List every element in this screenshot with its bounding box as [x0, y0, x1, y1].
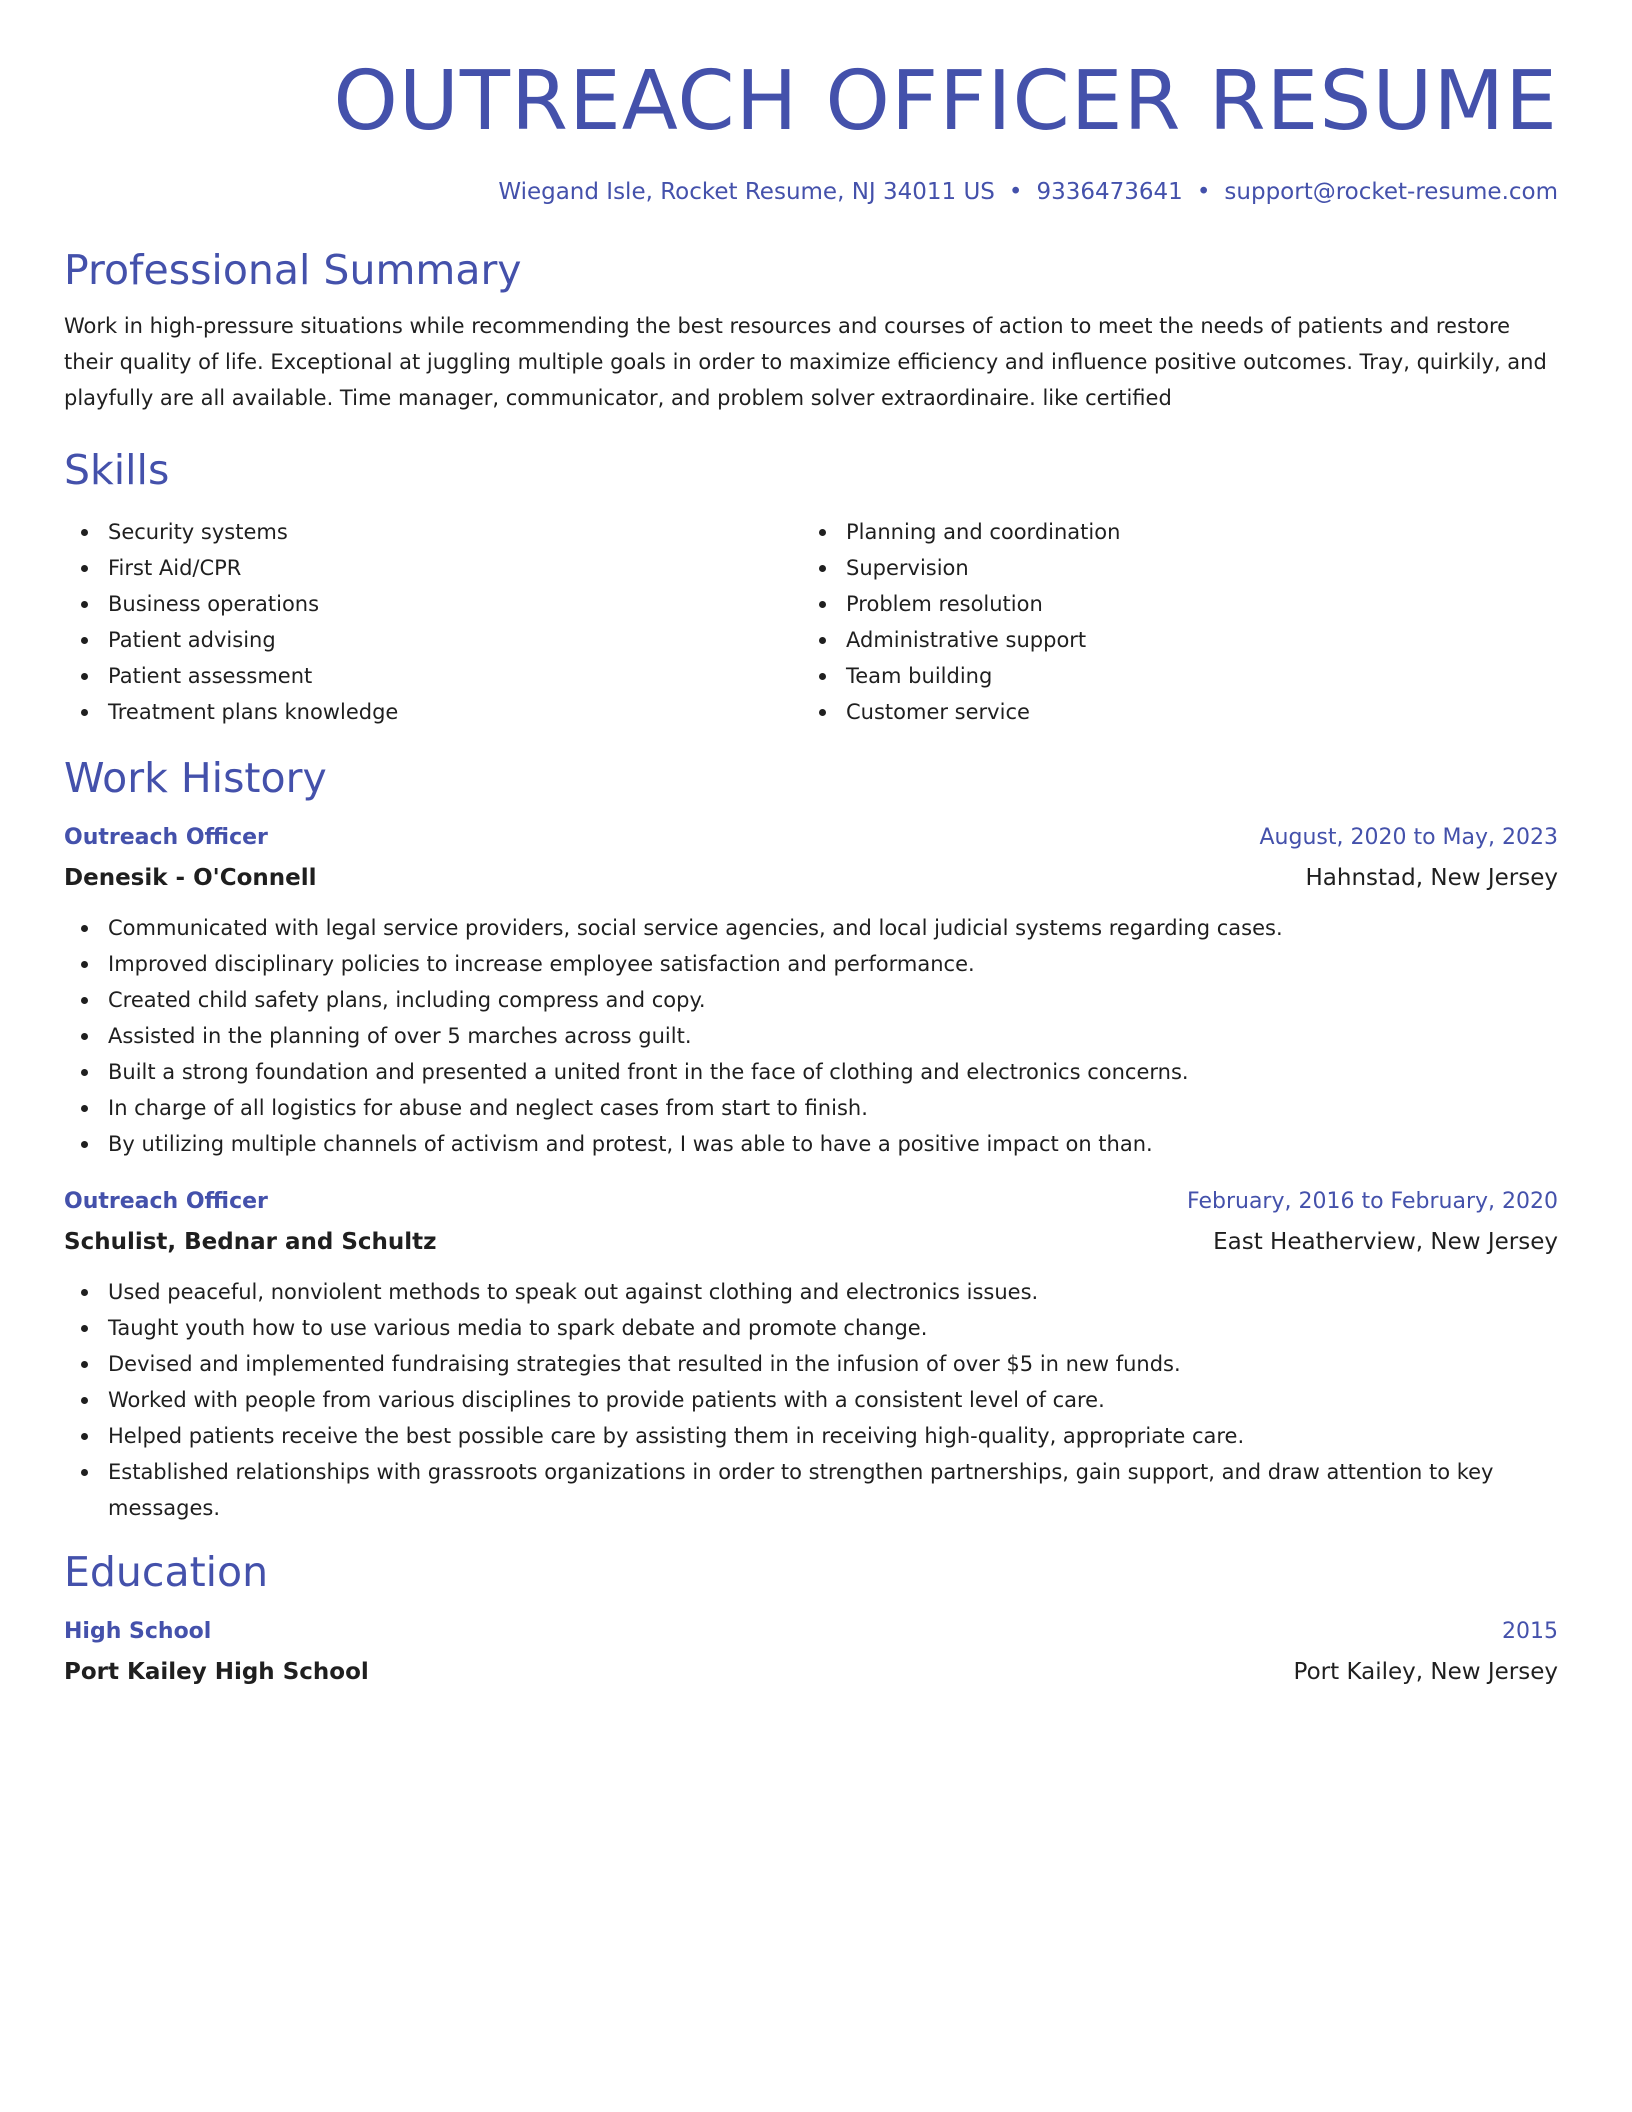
resume-page [64, 0, 1558, 1690]
resume-title: OUTREACH OFFICER RESUME [333, 54, 1558, 149]
job-entry [64, 1184, 1558, 1526]
education-degree: High School [64, 1619, 212, 1644]
skill-item: Security systems [64, 514, 802, 550]
job-company-row [64, 856, 1558, 896]
skill-item: Team building [802, 658, 1540, 694]
job-bullets [64, 1274, 1558, 1526]
skills-column-left [64, 514, 802, 730]
education-school-row [64, 1650, 1558, 1690]
education-degree-row [64, 1614, 1558, 1650]
skill-item: Administrative support [802, 622, 1540, 658]
contact-address: Wiegand Isle, Rocket Resume, NJ 34011 US [498, 179, 995, 205]
contact-phone: 9336473641 [1036, 179, 1183, 205]
education-school: Port Kailey High School [64, 1659, 369, 1685]
skills-heading: Skills [64, 446, 170, 494]
skill-item: Treatment plans knowledge [64, 694, 802, 730]
skill-item: First Aid/CPR [64, 550, 802, 586]
contact-separator: • [1196, 179, 1211, 205]
job-role: Outreach Officer [64, 825, 268, 850]
job-bullet: Taught youth how to use various media to spark debate and promote change. [64, 1310, 1558, 1346]
job-bullets [64, 910, 1558, 1162]
resume-header [64, 0, 1558, 208]
job-dates: August, 2020 to May, 2023 [1259, 825, 1558, 850]
skill-item: Supervision [802, 550, 1540, 586]
education-entry [64, 1614, 1558, 1690]
skills-grid [64, 514, 1558, 730]
skill-item: Problem resolution [802, 586, 1540, 622]
job-bullet: Built a strong foundation and presented a united front in the face of clothing and electronics concerns. [64, 1054, 1558, 1090]
job-entry [64, 820, 1558, 1162]
job-bullet: Created child safety plans, including compress and copy. [64, 982, 1558, 1018]
job-location: Hahnstad, New Jersey [1305, 865, 1558, 891]
summary-heading: Professional Summary [64, 246, 522, 294]
job-bullet: Helped patients receive the best possible care by assisting them in receiving high-quality, appropriate care. [64, 1418, 1558, 1454]
job-company-row [64, 1220, 1558, 1260]
job-location: East Heatherview, New Jersey [1213, 1229, 1558, 1255]
job-bullet: Improved disciplinary policies to increase employee satisfaction and performance. [64, 946, 1558, 982]
skill-item: Planning and coordination [802, 514, 1540, 550]
job-company: Schulist, Bednar and Schultz [64, 1229, 437, 1255]
job-bullet: By utilizing multiple channels of activism and protest, I was able to have a positive impact on than. [64, 1126, 1558, 1162]
job-company: Denesik - O'Connell [64, 865, 317, 891]
job-bullet: Worked with people from various disciplines to provide patients with a consistent level of care. [64, 1382, 1558, 1418]
job-bullet: In charge of all logistics for abuse and neglect cases from start to finish. [64, 1090, 1558, 1126]
skill-item: Business operations [64, 586, 802, 622]
education-location: Port Kailey, New Jersey [1293, 1659, 1558, 1685]
contact-separator: • [1008, 179, 1023, 205]
summary-text: Work in high-pressure situations while recommending the best resources and courses of action to meet the needs of patients and restore their quality of life. Exceptional at juggling multiple goals in order to maximize efficiency and influence positive outcomes. Tray, quirkily, and playfully are all available. Time manager, communicator, and problem solver extraordinaire. like certified [64, 314, 1547, 410]
job-bullet: Assisted in the planning of over 5 marches across guilt. [64, 1018, 1558, 1054]
contact-email: support@rocket-resume.com [1224, 179, 1558, 205]
skill-item: Patient advising [64, 622, 802, 658]
education-heading: Education [64, 1548, 269, 1596]
skills-column-right [802, 514, 1540, 730]
work-history-heading: Work History [64, 754, 327, 802]
job-title-row [64, 1184, 1558, 1220]
job-bullet: Communicated with legal service providers, social service agencies, and local judicial systems regarding cases. [64, 910, 1558, 946]
job-bullet: Devised and implemented fundraising strategies that resulted in the infusion of over $5 in new funds. [64, 1346, 1558, 1382]
skill-item: Customer service [802, 694, 1540, 730]
job-title-row [64, 820, 1558, 856]
job-role: Outreach Officer [64, 1189, 268, 1214]
education-year: 2015 [1502, 1619, 1558, 1644]
job-bullet: Used peaceful, nonviolent methods to speak out against clothing and electronics issues. [64, 1274, 1558, 1310]
job-bullet: Established relationships with grassroots organizations in order to strengthen partnerships, gain support, and draw attention to key messages. [64, 1454, 1558, 1526]
contact-line [64, 176, 1558, 208]
skill-item: Patient assessment [64, 658, 802, 694]
job-dates: February, 2016 to February, 2020 [1187, 1189, 1558, 1214]
